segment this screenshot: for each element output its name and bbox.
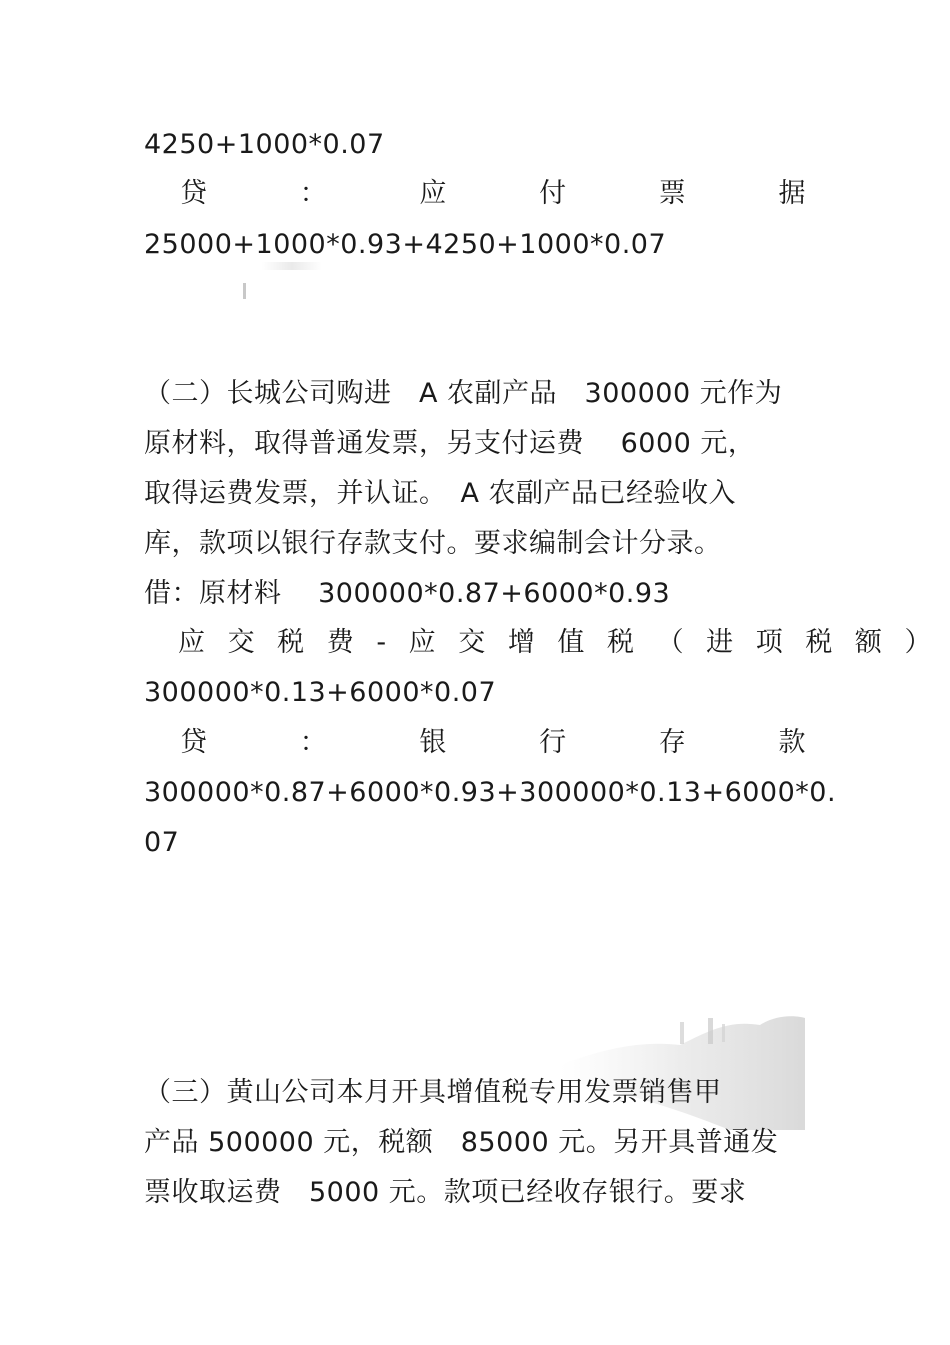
text-char: ： [299, 178, 328, 209]
text-line: 借：原材料 300000*0.87+6000*0.93 [144, 578, 671, 609]
text-line: 300000*0.13+6000*0.07 [144, 677, 497, 708]
text-line: 25000+1000*0.93+4250+1000*0.07 [144, 229, 667, 260]
text-line: 07 [144, 827, 180, 858]
text-line: 票收取运费 5000 元。款项已经收存银行。要求 [144, 1177, 747, 1208]
text-line: 取得运费发票，并认证。 A 农副产品已经验收入 [144, 478, 737, 509]
text-char: 付 [539, 178, 567, 209]
text-char: 票 [658, 178, 687, 209]
text-line: （三）黄山公司本月开具增值税专用发票销售甲 [144, 1077, 722, 1108]
text-char: 银 [419, 727, 447, 758]
text-char: 据 [778, 178, 806, 209]
scan-artifact [243, 283, 246, 299]
text-char: 行 [539, 727, 567, 758]
text-char: 应 [419, 178, 447, 209]
text-line: 产品 500000 元，税额 85000 元。另开具普通发 [144, 1127, 779, 1158]
text-line-credit-bank-deposit [144, 727, 806, 759]
text-char: 贷 [180, 178, 208, 209]
text-char: 存 [658, 727, 687, 758]
text-line-credit-notes-payable [144, 178, 806, 210]
scan-artifact [262, 262, 322, 270]
text-char: 款 [778, 727, 806, 758]
text-line: 4250+1000*0.07 [144, 129, 385, 160]
landscape-watermark [560, 1010, 805, 1130]
text-line: （二）长城公司购进 A 农副产品 300000 元作为 [144, 378, 783, 409]
text-line: 原材料，取得普通发票，另支付运费 6000 元， [144, 428, 756, 459]
text-line: 应 交 税 费 - 应 交 增 值 税 （ 进 项 税 额 ） [178, 627, 939, 658]
text-line: 300000*0.87+6000*0.93+300000*0.13+6000*0. [144, 777, 837, 808]
text-char: 贷 [180, 727, 208, 758]
text-char: ： [299, 727, 328, 758]
text-line: 库，款项以银行存款支付。要求编制会计分录。 [144, 528, 722, 559]
